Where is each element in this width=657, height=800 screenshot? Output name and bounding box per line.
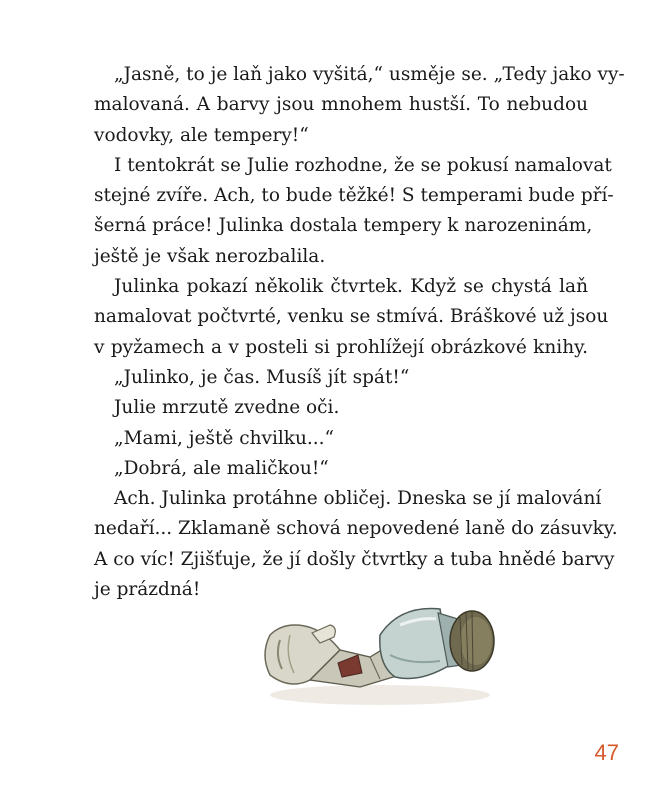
text-line: „Julinko, je čas. Musíš jít spát!“: [114, 366, 410, 388]
text-line: Ach. Julinka protáhne obličej. Dneska se jí malování: [114, 488, 602, 510]
text-line: ještě je však nerozbalila.: [94, 245, 326, 267]
text-line: Julinka pokazí několik čtvrtek. Když se chystá laň: [114, 276, 588, 298]
text-line: „Dobrá, ale maličkou!“: [114, 457, 329, 479]
text-line: stejné zvíře. Ach, to bude těžké! S temperami bude pří-: [94, 185, 614, 207]
text-line: Julie mrzutě zvedne oči.: [114, 397, 340, 419]
paint-tube-illustration: [250, 595, 510, 715]
text-line: I tentokrát se Julie rozhodne, že se pokusí namalovat: [114, 154, 612, 176]
text-line: namalovat počtvrté, venku se stmívá. Bráškové už jsou: [94, 306, 609, 328]
text-line: vodovky, ale tempery!“: [94, 124, 309, 146]
text-line: malovaná. A barvy jsou mnohem hustší. To nebudou: [94, 94, 588, 116]
text-line: je prázdná!: [94, 579, 201, 601]
text-line: šerná práce! Julinka dostala tempery k narozeninám,: [94, 215, 593, 237]
story-text: [94, 60, 625, 605]
page-number: 47: [594, 740, 619, 765]
text-line: A co víc! Zjišťuje, že jí došly čtvrtky a tuba hnědé barvy: [94, 548, 615, 570]
text-line: v pyžamech a v posteli si prohlížejí obrázkové knihy.: [94, 336, 588, 358]
text-line: nedaří... Zklamaně schová nepovedené laně do zásuvky.: [94, 518, 618, 540]
text-line: „Mami, ještě chvilku...“: [114, 427, 335, 449]
text-line: „Jasně, to je laň jako vyšitá,“ usměje se. „Tedy jako vy-: [114, 64, 625, 85]
